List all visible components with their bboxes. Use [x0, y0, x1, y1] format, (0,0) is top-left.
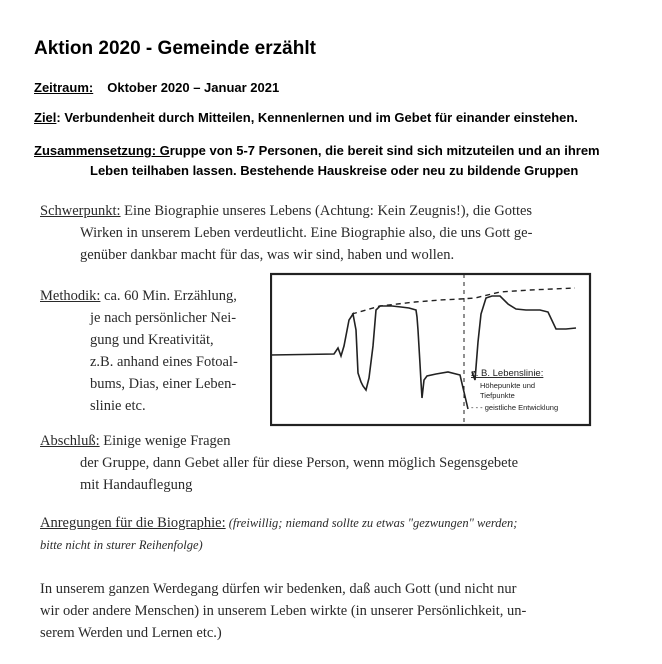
anregungen-note2: bitte nicht in sturer Reihenfolge) [40, 538, 203, 552]
zeitraum-label: Zeitraum: [34, 80, 94, 95]
anregungen-block [40, 512, 655, 556]
legend-entry-2: Tiefpunkte [480, 391, 515, 400]
schwerpunkt-line3: genüber dankbar macht für das, was wir sind, haben und wollen. [80, 247, 455, 263]
anregungen-label: Anregungen für die Biographie: [40, 515, 226, 531]
ziel-value: : Verbundenheit durch Mitteilen, Kennenlernen und im Gebet für einander einstehen. [56, 110, 578, 125]
legend-entry-1: Höhepunkte und [480, 381, 536, 390]
schwerpunkt-line1: Eine Biographie unseres Lebens (Achtung: Kein Zeugnis!), die Gottes [120, 203, 533, 219]
lebenslinie-chart [270, 272, 592, 427]
methodik-line3: gung und Kreativität, [90, 332, 214, 348]
zeitraum-value: Oktober 2020 – Januar 2021 [107, 80, 280, 95]
abschluss-label: Abschluß: [40, 433, 100, 449]
ziel-row [34, 110, 578, 125]
werdegang-line3: serem Werden und Lernen etc.) [40, 625, 222, 641]
methodik-block [40, 285, 270, 417]
methodik-line6: slinie etc. [90, 398, 146, 414]
methodik-label: Methodik: [40, 288, 101, 304]
anregungen-note1: (freiwillig; niemand sollte zu etwas "gezwungen" werden; [225, 516, 518, 530]
schwerpunkt-line2: Wirken in unserem Leben verdeutlicht. Eine Biographie also, die uns Gott ge- [80, 225, 533, 241]
abschluss-line2: der Gruppe, dann Gebet aller für diese Person, wenn möglich Segensgebete [80, 455, 519, 471]
schwerpunkt-label: Schwerpunkt: [40, 203, 121, 219]
zeitraum-row [34, 80, 279, 95]
abschluss-block [40, 430, 650, 496]
ziel-label: Ziel [34, 110, 57, 125]
zusammensetzung-block [34, 141, 654, 181]
methodik-line4: z.B. anhand eines Fotoal- [90, 354, 238, 370]
abschluss-line3: mit Handauflegung [80, 477, 193, 493]
schwerpunkt-block [40, 200, 640, 266]
zusammensetzung-line2: Leben teilhaben lassen. Bestehende Hauskreise oder neu zu bildende Gruppen [90, 163, 579, 178]
werdegang-line2: wir oder andere Menschen) in unserem Leben wirkte (in unserer Persönlichkeit, un- [40, 603, 527, 619]
lebenslinie-line [270, 306, 468, 409]
methodik-line5: bums, Dias, einer Leben- [90, 376, 237, 392]
abschluss-line1: Einige wenige Fragen [99, 433, 231, 449]
werdegang-block [40, 578, 655, 644]
methodik-line1: ca. 60 Min. Erzählung, [100, 288, 237, 304]
methodik-line2: je nach persönlicher Nei- [90, 310, 237, 326]
legend-title: z. B. Lebenslinie: [471, 368, 544, 379]
legend-entry-3: - - - geistliche Entwicklung [471, 403, 559, 412]
zusammensetzung-line1: ruppe von 5-7 Personen, die bereit sind sich mitzuteilen und an ihrem [169, 143, 600, 158]
werdegang-line1: In unserem ganzen Werdegang dürfen wir bedenken, daß auch Gott (und nicht nur [40, 581, 517, 597]
zusammensetzung-label: Zusammensetzung: G [34, 143, 170, 158]
page-title: Aktion 2020 - Gemeinde erzählt [34, 38, 316, 59]
